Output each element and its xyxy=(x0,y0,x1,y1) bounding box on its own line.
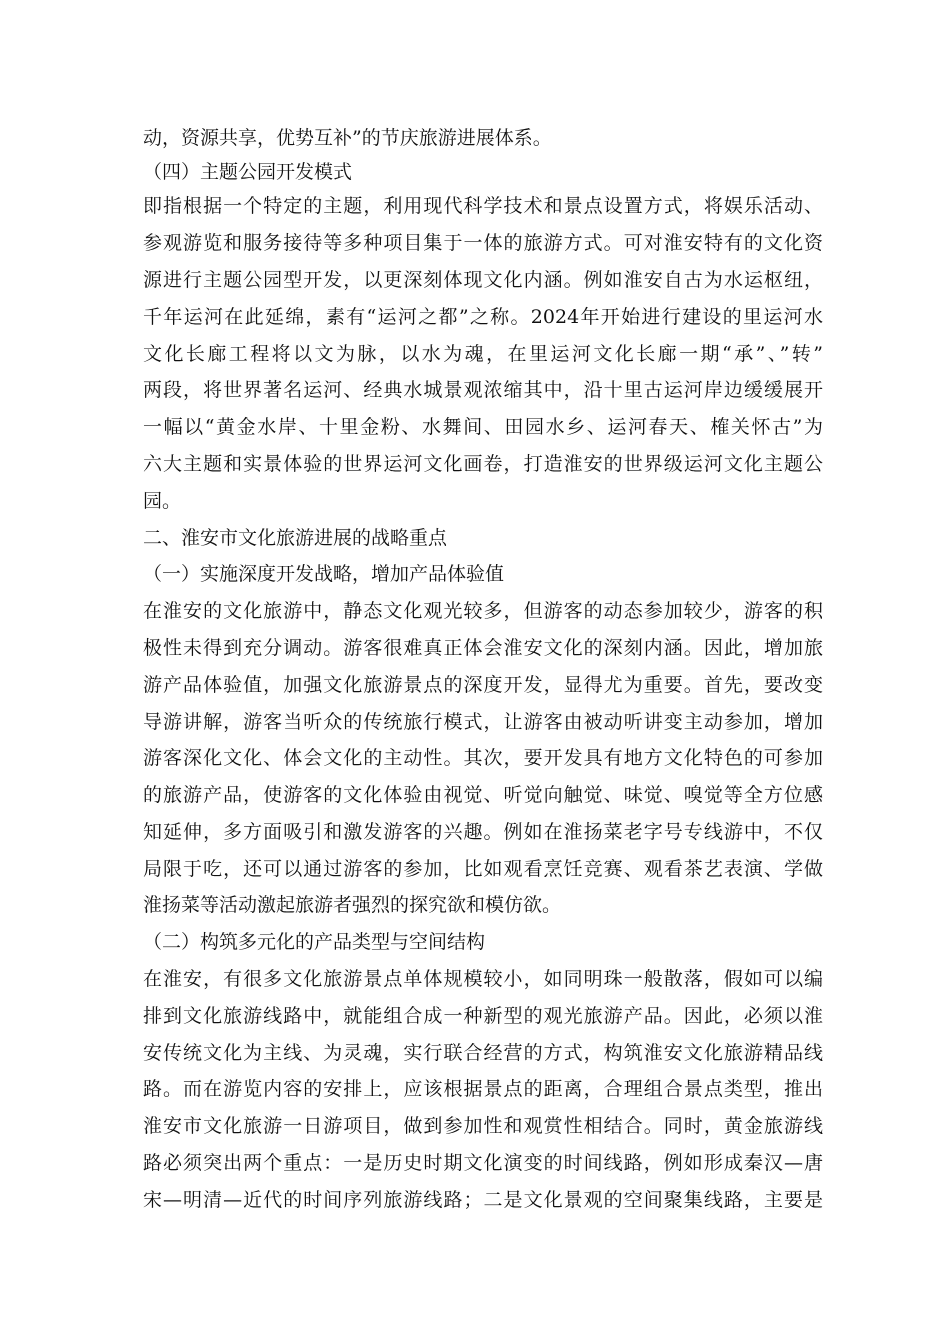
text-line: 导游讲解，游客当听众的传统旅行模式，让游客由被动听讲变主动参加，增加 xyxy=(143,711,823,733)
text-line: 路。而在游览内容的安排上，应该根据景点的距离，合理组合景点类型，推出 xyxy=(143,1078,823,1100)
text-line: 在淮安的文化旅游中，静态文化观光较多，但游客的动态参加较少，游客的积 xyxy=(143,600,823,622)
text-line: 局限于吃，还可以通过游客的参加，比如观看烹饪竞赛、观看茶艺表演、学做 xyxy=(143,858,823,880)
text-line: 宋—明清—近代的时间序列旅游线路；二是文化景观的空间聚集线路，主要是 xyxy=(143,1189,823,1211)
text-line: 极性未得到充分调动。游客很难真正体会淮安文化的深刻内涵。因此，增加旅 xyxy=(143,637,823,659)
section-heading: 二、淮安市文化旅游进展的战略重点 xyxy=(143,527,448,549)
text-line: 千年运河在此延绵，素有“运河之都”之称。2024年开始进行建设的里运河水 xyxy=(143,306,823,328)
text-line: 淮扬菜等活动激起旅游者强烈的探究欲和模仿欲。 xyxy=(143,894,562,916)
text-line: 即指根据一个特定的主题，利用现代科学技术和景点设置方式，将娱乐活动、 xyxy=(143,195,823,217)
text-line: 淮安市文化旅游一日游项目，做到参加性和观赏性相结合。同时，黄金旅游线 xyxy=(143,1115,823,1137)
section-heading: （四）主题公园开发模式 xyxy=(143,161,353,183)
text-line: 在淮安，有很多文化旅游景点单体规模较小，如同明珠一般散落，假如可以编 xyxy=(143,968,823,990)
subsection-heading: （二）构筑多元化的产品类型与空间结构 xyxy=(143,931,486,953)
text-line: 园。 xyxy=(143,490,182,512)
text-line: 源进行主题公园型开发，以更深刻体现文化内涵。例如淮安自古为水运枢纽， xyxy=(143,269,823,291)
text-line: 两段，将世界著名运河、经典水城景观浓缩其中，沿十里古运河岸边缓缓展开 xyxy=(143,379,823,401)
subsection-heading: （一）实施深度开发战略，增加产品体验值 xyxy=(143,563,505,585)
text-line: 参观游览和服务接待等多种项目集于一体的旅游方式。可对淮安特有的文化资 xyxy=(143,232,823,254)
text-line: 文化长廊工程将以文为脉，以水为魂，在里运河文化长廊一期“承”、”转” xyxy=(143,343,823,365)
text-line: 知延伸，多方面吸引和激发游客的兴趣。例如在淮扬菜老字号专线游中，不仅 xyxy=(143,821,823,843)
text-line: 路必须突出两个重点：一是历史时期文化演变的时间线路，例如形成秦汉—唐 xyxy=(143,1152,823,1174)
text-line: 的旅游产品，使游客的文化体验由视觉、听觉向触觉、味觉、嗅觉等全方位感 xyxy=(143,784,823,806)
text-line: 安传统文化为主线、为灵魂，实行联合经营的方式，构筑淮安文化旅游精品线 xyxy=(143,1042,823,1064)
text-line: 六大主题和实景体验的世界运河文化画卷，打造淮安的世界级运河文化主题公 xyxy=(143,453,823,475)
text-line: 一幅以“黄金水岸、十里金粉、水舞间、田园水乡、运河春天、榷关怀古”为 xyxy=(143,416,823,438)
text-line: 游客深化文化、体会文化的主动性。其次，要开发具有地方文化特色的可参加 xyxy=(143,747,823,769)
text-line: 动，资源共享，优势互补”的节庆旅游进展体系。 xyxy=(143,127,552,149)
text-line: 排到文化旅游线路中，就能组合成一种新型的观光旅游产品。因此，必须以淮 xyxy=(143,1005,823,1027)
text-line: 游产品体验值，加强文化旅游景点的深度开发，显得尤为重要。首先，要改变 xyxy=(143,674,823,696)
